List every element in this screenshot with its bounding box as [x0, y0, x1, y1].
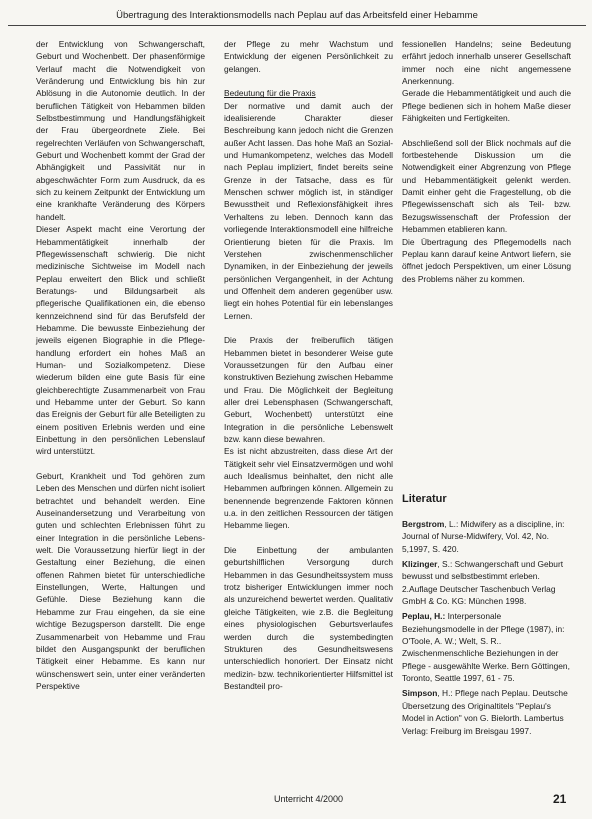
reference-entry: [402, 610, 574, 684]
paragraph: Geburt, Krankheit und Tod gehören zum Leben des Menschen und dürfen nicht isoliert betrachtet und behandelt werden. Eine Auseinandersetzung und Verarbeitung von guten und schlechten Erlebnissen führt zu einer Integration in die persönliche Lebens-welt. Die Voraussetzung hierfür liegt in der Gestaltung einer Beziehung, die einen offenen Rahmen bietet für unterschiedliche Einstellungen, Werte, Haltungen und Gefühle. Diese Beziehung kann die Hebamme zur Frau eingehen, da sie eine wichtige Bezugsperson darstellt. Die enge Zusammenarbeit von Hebamme und Frau bildet den Ausgangspunkt der beruflichen Tätigkeit einer Hebamme. Es kann nur wünschenswert sein, unter einer veränderten Perspektive: [36, 471, 206, 691]
paragraph: Gerade die Hebammentätigkeit und auch die Pflege bedienen sich in hohem Maße dieser Fähigkeiten und Fertigkeiten.: [402, 88, 571, 124]
footer-issue: Unterricht 4/2000: [273, 794, 344, 804]
paragraph: der Pflege zu mehr Wachstum und Entwicklung der eigenen Persönlichkeit zu gelangen.: [224, 39, 393, 74]
reference-text: , S.: Schwangerschaft und Geburt bewusst und selbstbestimmt erleben. 2.Auflage Deutscher Taschenbuch Verlag GmbH & Co. KG: München 1998.: [402, 559, 564, 607]
reference-entry: [402, 687, 574, 736]
section-subheading: Bedeutung für die Praxis: [224, 88, 316, 99]
reference-list: [402, 518, 574, 740]
header-rule: [8, 25, 586, 26]
reference-author: Simpson: [402, 688, 438, 699]
paragraph: Die Einbettung der ambulanten geburtshilflichen Versorgung durch Hebammen in das Gesundheitssystem muss trotz bisheriger Entwicklungen immer noch als unzureichend bewertet werden. Qualitativ gleiche Tätigkeiten, wie z.B. die Begleitung eines physiologischen Geburtsverlaufes werden durch die systembedingten Strukturen des Gesundheitswesens unterschiedlich honoriert. Der Einsatz nicht medizin- bzw. technikorientierter Hilfsmittel ist Bestandteil pro-: [224, 545, 393, 691]
running-header: Übertragung des Interaktionsmodells nach Peplau auf das Arbeitsfeld einer Hebamme: [116, 10, 478, 21]
paragraph: fessionellen Handelns; seine Bedeutung erfährt jedoch innerhalb unserer Gesellschaft immer noch eine nicht angemessene Anerkennung.: [402, 39, 571, 87]
reference-entry: [402, 518, 574, 555]
reference-author: Bergstrom: [402, 519, 445, 529]
text-column-1: [36, 38, 205, 692]
paragraph: der Entwicklung von Schwangerschaft, Geburt und Wochenbett. Der phasenförmige Verlauf macht die Notwendigkeit von Veränderung und Entwicklung bis hin zur Ablösung in die Autonomie deutlich. In der beruflichen Tätigkeit von Hebammen bilden Selbstbestimmung und Handlungsfähigkeit der Frau übergeordnete Ziele. Bei regelrechten Verläufen von Schwangerschaft, Geburt und Wochenbett kommt der Grad der Abhängigkeit und Passivität nur in abgeschwächter Form zum Ausdruck, da es sich zu keinem Zeitpunkt der Entwicklung um eine krankhafte Veränderung des Körpers handelt.: [36, 39, 205, 222]
paragraph: Dieser Aspekt macht eine Verortung der Hebammentätigkeit innerhalb der Pflegewissenschaft schwierig. Die nicht medizinische Sichtweise im Modell nach Peplau erweitert den Blick und schließt Beratungs- und Bildungsarbeit als pflegerische Qualifikationen ein, die ebenso kennzeichnend sind für das Berufsfeld der Hebamme. Die bewusste Einbeziehung der jeweils eigenen Biographie in die Pflege-handlung erfordert ein hohes Maß an Human- und Sozialkompetenz. Diese wiederum bilden eine gute Basis für eine gleichberechtigte Zusammenarbeit von Frau und Hebamme unter der Geburt. So kann das Ereignis der Geburt für alle Beteiligten zu einem positiven Erlebnis werden und eine Einbettung in den persönlichen Lebenslauf wird unterstützt.: [36, 224, 205, 457]
paragraph: Die Praxis der freiberuflich tätigen Hebammen bietet in besonderer Weise gute Voraussetzungen für den Aufbau einer konstruktiven Beziehung zwischen Hebamme und Frau. Die Möglichkeit der Begleitung aller drei Lebensphasen (Schwangerschaft, Geburt, Wochenbett) unterstützt eine Integration in die persönliche Lebenswelt bzw. kann diese bewahren.: [224, 335, 393, 444]
text-column-3: [402, 38, 571, 285]
paragraph: Die Übertragung des Pflegemodells nach Peplau kann darauf keine Antwort liefern, sie öffnet jedoch Perspektiven, um einer Lösung des Problems näher zu kommen.: [402, 236, 571, 284]
literature-heading: Literatur: [402, 493, 447, 505]
paragraph: Der normative und damit auch der idealisierende Charakter dieser Beschreibung kann jedoch nicht die Grenzen außer Acht lassen. Das hohe Maß an Sozial- und Humankompetenz, welches das Modell nach Peplau impliziert, findet bereits seine Grenze in der Tatsache, dass es für Menschen schwer möglich ist, in ständiger Bewusstheit und Reflexionsfähigkeit ihres Verhaltens zu leben. Dennoch kann das vorliegende Interaktionsmodell eine hilfreiche Orientierung bieten für die Praxis. Im Verstehen zwischenmenschlicher Dynamiken, in der Einbeziehung der jeweils persönlichen Vergangenheit, in der Achtung und Offenheit dem anderen gegenüber usw. liegt ein hohes Potential für ein lebenslanges Lernen.: [224, 100, 393, 321]
reference-text: , H.: Pflege nach Peplau. Deutsche Übersetzung des Originaltitels "Peplau's Model in Action" von G. Bielorth. Lambertus Verlag: Freiburg im Breisgau 1997.: [402, 688, 568, 736]
text-column-2: [224, 38, 393, 692]
page-number: 21: [553, 792, 567, 806]
paragraph: Es ist nicht abzustreiten, dass diese Art der Tätigkeit sehr viel Einsatzvermögen und wohl auch Idealismus beinhaltet, den nicht alle Hebammen aufbringen können. Allgemein zu benennende begrenzende Faktoren können u.a. in den zeitlichen Ressourcen der tätigen Hebamme liegen.: [224, 446, 393, 531]
reference-author: Peplau, H.:: [402, 611, 446, 622]
reference-entry: [402, 558, 574, 607]
reference-text: Interpersonale Beziehungsmodelle in der Pflege (1987), in: O'Toole, A. W.; Welt, S. R.. Zwischenmenschliche Beziehungen in der Pflege - ausgewählte Werke. Bern Göttingen, Toronto, Seattle 1997, 61 - 75.: [402, 611, 570, 684]
reference-author: Klizinger: [402, 559, 438, 570]
reference-text: , L.: Midwifery as a discipline, in: Journal of Nurse-Midwifery, Vol. 42, No. 5,1997, S. 420.: [402, 519, 565, 554]
paragraph: Abschließend soll der Blick nochmals auf die fortbestehende Diskussion um die Notwendigkeit einer Abgrenzung von Pflege und Hebammentätigkeit gelenkt werden. Damit einher geht die Fragestellung, ob die Pflegewissenschaft sich als Teil- bzw. Bezugswissenschaft der Profession der Hebammen etablieren kann.: [402, 137, 571, 235]
